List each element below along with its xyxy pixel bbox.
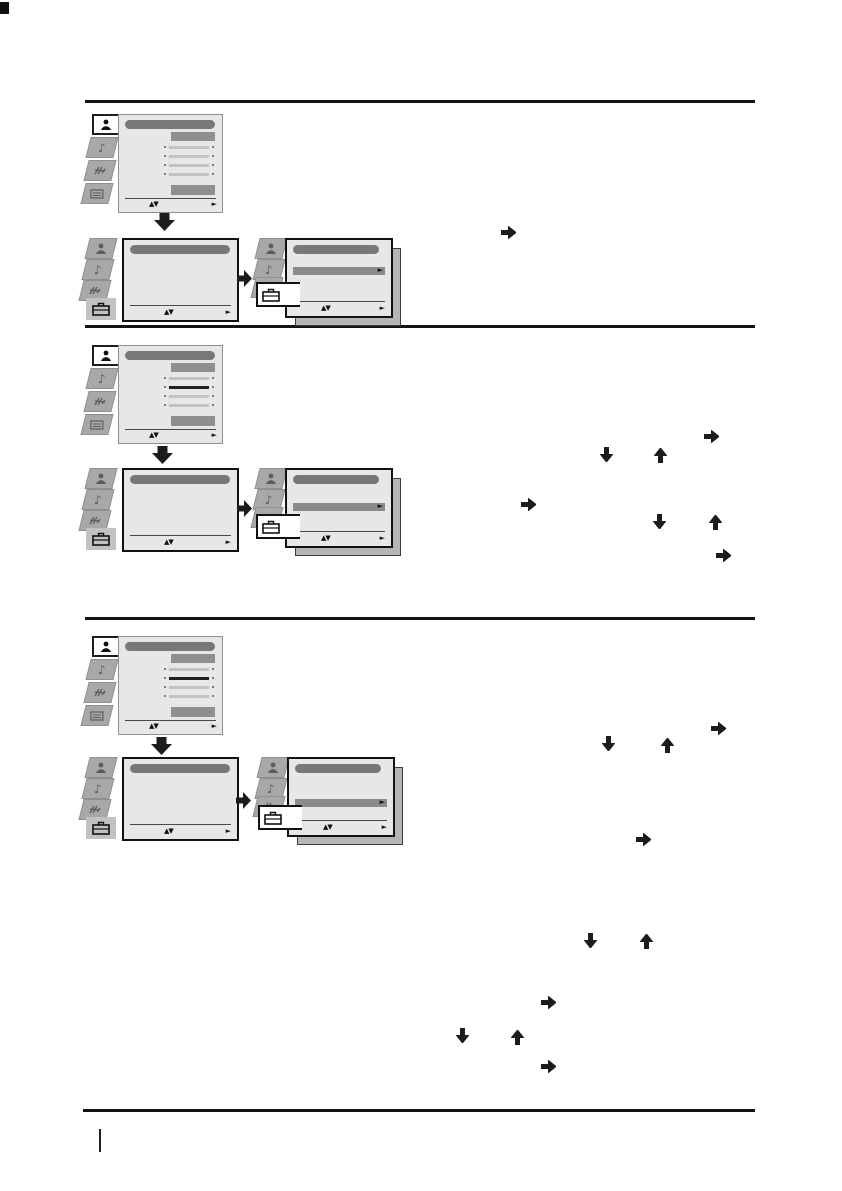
osd-panel	[122, 468, 239, 552]
menu-item-row	[164, 667, 214, 671]
flow-down-arrow	[151, 737, 172, 755]
sound-menu-icon: ♪	[256, 779, 287, 798]
flow-right-arrow	[237, 500, 252, 517]
right-glyph: ►	[225, 308, 231, 316]
osd-overview-menu	[84, 634, 224, 734]
down-button-icon	[455, 1029, 470, 1042]
menu-item-row-highlighted	[164, 676, 214, 680]
right-button-icon	[521, 498, 536, 511]
selected-submenu-row	[293, 503, 385, 511]
menu-item-row	[164, 403, 214, 407]
menu-title-bar	[125, 120, 215, 129]
osd-setup-menu	[80, 755, 238, 841]
page-number-divider	[99, 1129, 101, 1152]
right-button-icon	[711, 722, 726, 735]
right-button-icon	[501, 226, 516, 239]
osd-setup-submenu	[255, 755, 415, 847]
picture-menu-icon	[86, 239, 117, 258]
section-divider	[85, 100, 755, 103]
right-button-icon	[541, 996, 556, 1009]
osd-panel	[122, 757, 239, 841]
menu-item-row	[164, 685, 214, 689]
menu-title-bar	[125, 351, 215, 360]
menu-title-bar	[130, 764, 230, 773]
osd-panel	[118, 114, 223, 213]
section-divider	[85, 325, 755, 328]
screen-menu-icon	[85, 683, 116, 702]
footer-divider	[125, 429, 216, 430]
footer-divider	[293, 301, 385, 302]
right-glyph: ►	[211, 431, 217, 439]
right-glyph: ►	[379, 534, 385, 542]
footer-divider	[125, 198, 216, 199]
selected-item-bar	[171, 363, 215, 372]
picture-menu-icon	[92, 345, 120, 366]
sound-menu-icon: ♪	[83, 490, 114, 509]
right-button-icon	[541, 1060, 556, 1073]
menu-title-bar	[293, 245, 379, 254]
right-button-icon	[636, 833, 651, 846]
osd-panel	[118, 636, 223, 735]
down-button-icon	[652, 515, 667, 528]
updown-glyph: ▲▼	[323, 823, 332, 831]
menu-title-bar	[293, 475, 379, 484]
up-button-icon	[510, 1031, 525, 1044]
sound-menu-icon: ♪	[83, 779, 114, 798]
flow-down-arrow	[152, 446, 173, 464]
right-glyph: ►	[377, 266, 383, 274]
menu-item-row	[164, 694, 214, 698]
osd-panel	[287, 757, 395, 837]
menu-item-row	[164, 145, 214, 149]
selected-item-bar	[171, 654, 215, 663]
osd-setup-submenu	[253, 236, 413, 328]
osd-panel	[285, 238, 393, 318]
selected-item-bar	[171, 416, 215, 426]
updown-glyph: ▲▼	[164, 827, 173, 835]
menu-title-bar	[295, 764, 381, 773]
updown-glyph: ▲▼	[149, 722, 158, 730]
updown-glyph: ▲▼	[321, 304, 330, 312]
setup-menu-icon	[86, 528, 116, 550]
flow-right-arrow	[237, 270, 252, 287]
menu-title-bar	[125, 642, 215, 651]
right-glyph: ►	[379, 798, 385, 806]
flow-down-arrow	[154, 213, 175, 231]
screen-menu-icon	[85, 392, 116, 411]
setup-menu-icon	[258, 805, 302, 830]
menu-title-bar	[130, 475, 230, 484]
updown-glyph: ▲▼	[149, 200, 158, 208]
right-glyph: ►	[377, 502, 383, 510]
sound-menu-icon: ♪	[254, 490, 285, 509]
footer-divider	[125, 720, 216, 721]
updown-glyph: ▲▼	[321, 534, 330, 542]
right-glyph: ►	[211, 722, 217, 730]
footer-divider	[293, 531, 385, 532]
footer-divider	[130, 535, 231, 536]
osd-setup-menu	[80, 236, 238, 322]
setup-menu-icon	[256, 282, 300, 307]
sound-menu-icon: ♪	[87, 138, 118, 157]
right-glyph: ►	[381, 823, 387, 831]
updown-glyph: ▲▼	[149, 431, 158, 439]
menu-title-bar	[130, 245, 230, 254]
setup-menu-icon	[86, 817, 116, 839]
corner-crop-mark	[0, 2, 9, 14]
picture-menu-icon	[258, 758, 289, 777]
sound-menu-icon: ♪	[87, 369, 118, 388]
up-button-icon	[708, 516, 723, 529]
updown-glyph: ▲▼	[164, 538, 173, 546]
picture-menu-icon	[256, 239, 287, 258]
right-glyph: ►	[379, 304, 385, 312]
menu-item-row	[164, 154, 214, 158]
menu-item-row	[164, 172, 214, 176]
screen-menu-icon	[85, 161, 116, 180]
selected-item-bar	[171, 132, 215, 141]
menu-item-row	[164, 163, 214, 167]
osd-panel	[118, 345, 223, 444]
osd-panel	[285, 468, 393, 548]
section-divider	[85, 617, 755, 620]
features-menu-icon	[82, 415, 113, 434]
menu-item-row	[164, 376, 214, 380]
flow-right-arrow	[236, 792, 251, 809]
right-glyph: ►	[225, 538, 231, 546]
down-button-icon	[583, 934, 598, 947]
menu-item-row-highlighted	[164, 385, 214, 389]
picture-menu-icon	[86, 758, 117, 777]
right-button-icon	[704, 430, 719, 443]
osd-setup-menu	[80, 466, 238, 552]
osd-overview-menu	[84, 343, 224, 443]
selected-item-bar	[171, 185, 215, 195]
footer-divider	[130, 824, 231, 825]
features-menu-icon	[82, 184, 113, 203]
sound-menu-icon: ♪	[87, 660, 118, 679]
osd-panel	[122, 238, 239, 322]
setup-menu-icon	[86, 298, 116, 320]
footer-divider	[295, 820, 387, 821]
selected-submenu-row	[293, 267, 385, 275]
picture-menu-icon	[86, 469, 117, 488]
right-button-icon	[716, 549, 731, 562]
updown-glyph: ▲▼	[164, 308, 173, 316]
bottom-rule	[83, 1109, 755, 1112]
footer-divider	[130, 305, 231, 306]
right-glyph: ►	[211, 200, 217, 208]
menu-item-row	[164, 394, 214, 398]
selected-item-bar	[171, 707, 215, 717]
features-menu-icon	[82, 706, 113, 725]
osd-setup-submenu	[253, 466, 413, 558]
up-button-icon	[653, 449, 668, 462]
picture-menu-icon	[92, 114, 120, 135]
picture-menu-icon	[92, 636, 120, 657]
right-glyph: ►	[225, 827, 231, 835]
up-button-icon	[660, 739, 675, 752]
osd-overview-menu	[84, 112, 224, 212]
sound-menu-icon: ♪	[83, 260, 114, 279]
selected-submenu-row	[295, 799, 387, 807]
picture-menu-icon	[256, 469, 287, 488]
down-button-icon	[601, 737, 616, 750]
up-button-icon	[639, 935, 654, 948]
down-button-icon	[599, 448, 614, 461]
sound-menu-icon: ♪	[254, 260, 285, 279]
setup-menu-icon	[256, 514, 300, 539]
